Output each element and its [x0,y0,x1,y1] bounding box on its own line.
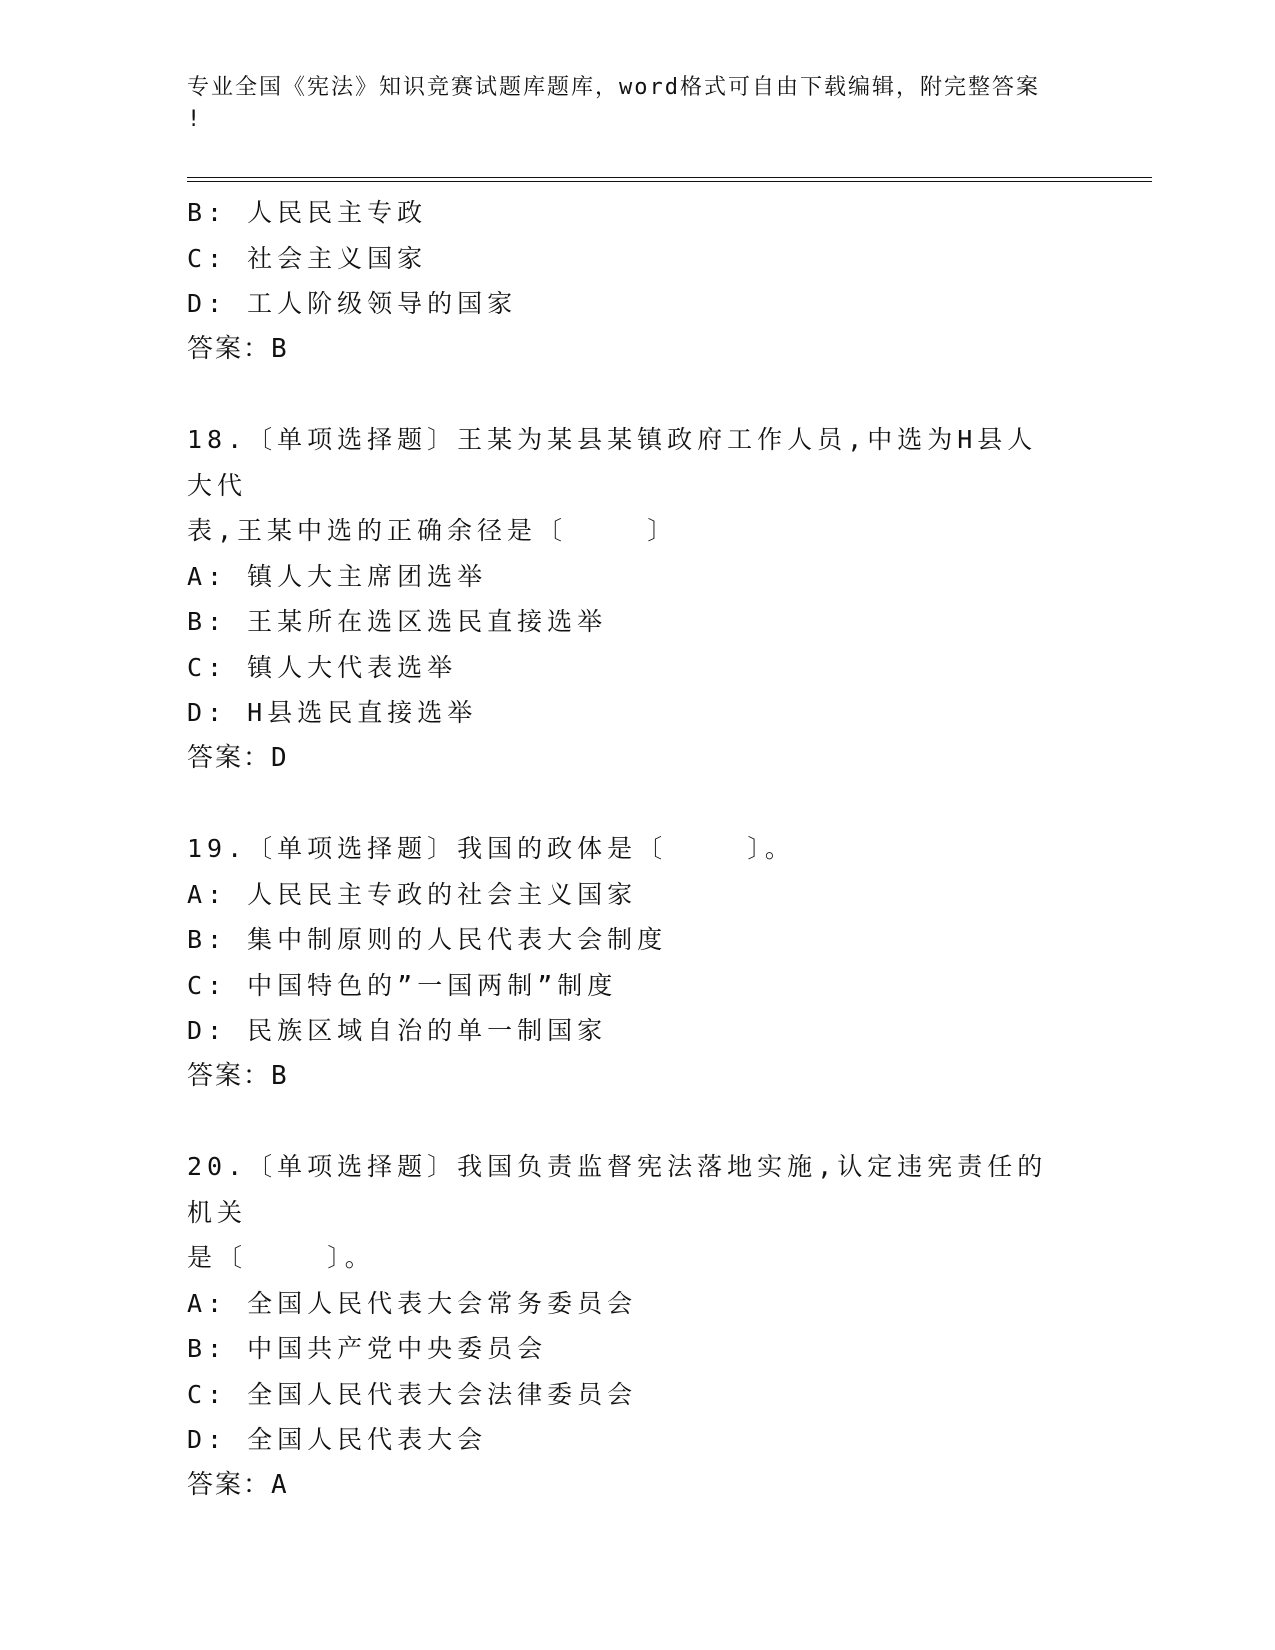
question-18 [187,417,1067,781]
question-stem: 20.〔单项选择题〕我国负责监督宪法落地实施,认定违宪责任的机关 [187,1152,1048,1227]
option-c: C: 全国人民代表大会法律委员会 [187,1379,638,1409]
option-b: B: 集中制原则的人民代表大会制度 [187,925,668,954]
answer-line: 答案：D [187,742,289,773]
option-c: C: 社会主义国家 [187,243,428,273]
question-stem-continuation: 表,王某中选的正确余径是〔 〕 [187,516,678,545]
option-a: A: 全国人民代表大会常务委员会 [187,1288,638,1318]
option-b: B: 人民民主专政 [187,198,428,227]
question-20 [187,1144,1067,1508]
answer-line: 答案：B [187,1060,289,1091]
question-stem: 18.〔单项选择题〕王某为某县某镇政府工作人员,中选为H县人大代 [187,425,1038,500]
question-17-remainder [187,190,1067,372]
header-title-continuation: ! [187,107,203,132]
option-a: A: 镇人大主席团选举 [187,561,488,591]
answer-line: 答案：A [187,1469,289,1500]
option-c: C: 中国特色的”一国两制”制度 [187,970,618,1000]
option-d: D: 全国人民代表大会 [187,1425,488,1454]
question-list [187,190,1067,1508]
option-d: D: 工人阶级领导的国家 [187,289,518,318]
option-b: B: 王某所在选区选民直接选举 [187,607,608,636]
option-d: D: 民族区域自治的单一制国家 [187,1016,608,1045]
question-stem: 19.〔单项选择题〕我国的政体是〔 〕。 [187,834,795,863]
option-b: B: 中国共产党中央委员会 [187,1334,548,1363]
header-title: 专业全国《宪法》知识竞赛试题库题库，word格式可自由下载编辑，附完整答案 [187,75,1040,100]
question-19 [187,826,1067,1099]
header-divider-top [187,177,1152,178]
answer-line: 答案：B [187,333,289,364]
question-stem-continuation: 是〔 〕。 [187,1243,375,1272]
option-a: A: 人民民主专政的社会主义国家 [187,879,638,909]
option-d: D: H县选民直接选举 [187,698,478,727]
document-header [187,72,1067,136]
option-c: C: 镇人大代表选举 [187,652,458,682]
header-divider-bottom [187,181,1152,182]
